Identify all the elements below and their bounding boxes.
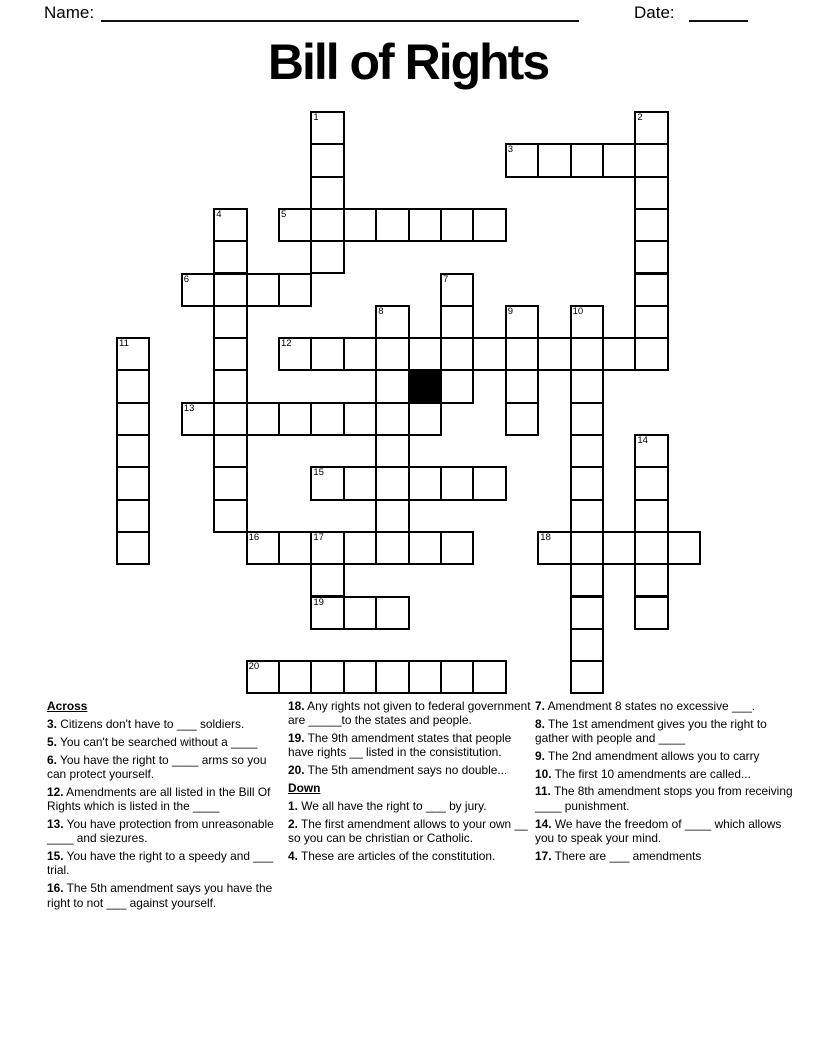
grid-cell[interactable] [278, 337, 312, 371]
grid-cell[interactable] [213, 369, 247, 403]
grid-cell[interactable] [634, 466, 668, 500]
grid-cell[interactable] [116, 402, 150, 436]
cell-number: 3 [507, 144, 514, 156]
grid-cell[interactable] [634, 499, 668, 533]
cell-number: 12 [281, 338, 292, 350]
grid-cell[interactable] [570, 143, 604, 177]
grid-cell[interactable] [213, 305, 247, 339]
grid-cell[interactable] [246, 273, 280, 307]
cell-number: 13 [183, 402, 195, 414]
grid-cell[interactable] [634, 531, 668, 565]
grid-cell[interactable] [505, 143, 539, 177]
grid-cell[interactable] [634, 111, 668, 145]
grid-cell[interactable] [408, 337, 442, 371]
grid-cell[interactable] [375, 369, 409, 403]
grid-cell[interactable] [310, 596, 344, 630]
grid-cell[interactable] [375, 531, 409, 565]
grid-cell[interactable] [440, 660, 474, 694]
clue-item: 15. You have the right to a speedy and ___ trial. [47, 849, 274, 878]
date-blank-line [689, 1, 748, 22]
grid-cell[interactable] [440, 369, 474, 403]
grid-cell[interactable] [634, 176, 668, 210]
grid-cell[interactable] [472, 660, 506, 694]
clue-item: 8. The 1st amendment gives you the right to gather with people and ____ [535, 716, 767, 746]
grid-cell[interactable] [116, 369, 150, 403]
grid-cell[interactable] [310, 111, 344, 145]
grid-cell[interactable] [570, 499, 604, 533]
grid-cell[interactable] [375, 499, 409, 533]
grid-cell[interactable] [634, 434, 668, 468]
grid-cell[interactable] [537, 143, 571, 177]
cell-number: 18 [540, 531, 551, 543]
grid-cell[interactable] [310, 143, 344, 177]
grid-cell[interactable] [310, 208, 344, 242]
grid-cell[interactable] [278, 208, 312, 242]
grid-cell[interactable] [634, 273, 668, 307]
grid-cell[interactable] [408, 531, 442, 565]
cell-number: 6 [183, 273, 190, 285]
grid-cell[interactable] [440, 531, 474, 565]
grid-cell[interactable] [116, 434, 150, 468]
grid-cell[interactable] [537, 337, 571, 371]
grid-cell[interactable] [667, 531, 701, 565]
grid-cell[interactable] [310, 402, 344, 436]
clue-item: 11. The 8th amendment stops you from receiving ____ punishment. [535, 784, 793, 813]
clue-item: 7. Amendment 8 states no excessive ___. [535, 699, 756, 713]
grid-cell[interactable] [570, 596, 604, 630]
grid-cell[interactable] [634, 208, 668, 242]
black-cell [408, 369, 442, 403]
grid-cell[interactable] [375, 434, 409, 468]
grid-cell[interactable] [310, 660, 344, 694]
clue-column-down [535, 699, 793, 866]
cell-number: 4 [216, 208, 222, 220]
grid-cell[interactable] [213, 273, 247, 307]
grid-cell[interactable] [570, 369, 604, 403]
grid-cell[interactable] [408, 208, 442, 242]
grid-cell[interactable] [246, 660, 280, 694]
name-blank-line [101, 1, 579, 22]
grid-cell[interactable] [310, 337, 344, 371]
grid-cell[interactable] [343, 466, 377, 500]
down-heading: Down [288, 780, 321, 795]
grid-cell[interactable] [537, 531, 571, 565]
clue-item: 3. Citizens don't have to ___ soldiers. [47, 717, 245, 732]
grid-cell[interactable] [343, 402, 377, 436]
cell-number: 17 [313, 531, 324, 543]
clue-item: 10. The first 10 amendments are called... [535, 766, 751, 781]
clue-item: 4. These are articles of the constitution. [288, 849, 496, 864]
grid-cell[interactable] [181, 402, 215, 436]
grid-cell[interactable] [634, 143, 668, 177]
date-label: Date: [634, 3, 675, 22]
grid-cell[interactable] [440, 337, 474, 371]
cell-number: 19 [313, 596, 324, 608]
grid-cell[interactable] [570, 660, 604, 694]
cell-number: 1 [313, 112, 319, 123]
grid-cell[interactable] [310, 466, 344, 500]
grid-cell[interactable] [213, 402, 247, 436]
cell-number: 15 [313, 467, 324, 479]
grid-cell[interactable] [375, 466, 409, 500]
cell-number: 16 [248, 531, 260, 543]
clue-item: 12. Amendments are all listed in the Bill Of Rights which is listed in the ____ [47, 784, 271, 814]
cell-number: 8 [378, 305, 384, 317]
grid-cell[interactable] [634, 337, 668, 371]
grid-cell[interactable] [505, 305, 539, 339]
grid-cell[interactable] [213, 208, 247, 242]
grid-cell[interactable] [440, 305, 474, 339]
grid-cell[interactable] [343, 531, 377, 565]
cell-number: 5 [281, 208, 287, 220]
grid-cell[interactable] [116, 531, 150, 565]
grid-cell[interactable] [213, 337, 247, 371]
grid-cell[interactable] [505, 337, 539, 371]
grid-cell[interactable] [375, 596, 409, 630]
grid-cell[interactable] [570, 531, 604, 565]
grid-cell[interactable] [570, 305, 604, 339]
clue-item: 2. The first amendment allows to your own __ so you can be christian or Catholic. [288, 817, 528, 846]
grid-cell[interactable] [505, 369, 539, 403]
grid-cell[interactable] [343, 596, 377, 630]
cell-number: 2 [637, 112, 643, 123]
grid-cell[interactable] [634, 563, 668, 597]
grid-cell[interactable] [634, 305, 668, 339]
grid-cell[interactable] [246, 402, 280, 436]
grid-cell[interactable] [213, 499, 247, 533]
grid-cell[interactable] [375, 305, 409, 339]
grid-cell[interactable] [505, 402, 539, 436]
grid-cell[interactable] [213, 434, 247, 468]
grid-cell[interactable] [375, 402, 409, 436]
grid-cell[interactable] [375, 208, 409, 242]
grid-cell[interactable] [310, 176, 344, 210]
clue-item: 14. We have the freedom of ____ which allows you to speak your mind. [535, 816, 782, 845]
grid-cell[interactable] [602, 143, 636, 177]
clue-item: 19. The 9th amendment states that people have rights __ listed in the consistitution. [288, 731, 512, 760]
cell-number: 20 [248, 661, 260, 673]
clue-column-middle [288, 699, 534, 867]
grid-cell[interactable] [570, 337, 604, 371]
clue-item: 20. The 5th amendment says no double... [288, 763, 508, 778]
clue-item: 1. We all have the right to ___ by jury. [288, 799, 487, 814]
grid-cell[interactable] [116, 499, 150, 533]
grid-cell[interactable] [472, 208, 506, 242]
grid-cell[interactable] [634, 596, 668, 630]
grid-cell[interactable] [278, 273, 312, 307]
grid-cell[interactable] [634, 240, 668, 274]
grid-cell[interactable] [440, 466, 474, 500]
cell-number: 10 [572, 305, 584, 317]
cell-number: 7 [443, 273, 449, 285]
grid-cell[interactable] [570, 628, 604, 662]
grid-cell[interactable] [472, 466, 506, 500]
grid-cell[interactable] [213, 466, 247, 500]
grid-cell[interactable] [278, 660, 312, 694]
grid-cell[interactable] [570, 402, 604, 436]
grid-cell[interactable] [310, 563, 344, 597]
grid-cell[interactable] [310, 531, 344, 565]
clue-item: 6. You have the right to ____ arms so you can protect yourself. [47, 752, 267, 782]
across-heading: Across [47, 699, 88, 713]
grid-cell[interactable] [278, 531, 312, 565]
grid-cell[interactable] [408, 660, 442, 694]
grid-cell[interactable] [570, 563, 604, 597]
clue-column-across [47, 699, 285, 913]
grid-cell[interactable] [213, 240, 247, 274]
clue-item: 13. You have protection from unreasonable ____ and siezures. [47, 817, 274, 846]
page-title: Bill of Rights [267, 34, 549, 90]
grid-cell[interactable] [408, 466, 442, 500]
grid-cell[interactable] [343, 208, 377, 242]
grid-cell[interactable] [278, 402, 312, 436]
grid-cell[interactable] [602, 337, 636, 371]
grid-cell[interactable] [181, 273, 215, 307]
grid-cell[interactable] [440, 208, 474, 242]
grid-cell[interactable] [116, 466, 150, 500]
grid-cell[interactable] [116, 337, 150, 371]
grid-cell[interactable] [570, 466, 604, 500]
name-label: Name: [44, 3, 95, 22]
cell-number: 11 [119, 338, 129, 350]
grid-cell[interactable] [375, 337, 409, 371]
clue-item: 9. The 2nd amendment allows you to carry [535, 748, 760, 763]
grid-cell[interactable] [472, 337, 506, 371]
grid-cell[interactable] [343, 660, 377, 694]
clue-item: 5. You can't be searched without a ____ [47, 735, 258, 750]
grid-cell[interactable] [408, 402, 442, 436]
grid-cell[interactable] [440, 273, 474, 307]
grid-cell[interactable] [246, 531, 280, 565]
cell-number: 14 [637, 435, 648, 446]
grid-cell[interactable] [602, 531, 636, 565]
clue-item: 16. The 5th amendment says you have the right to not ___ against yourself. [47, 881, 273, 910]
grid-cell[interactable] [343, 337, 377, 371]
cell-number: 9 [507, 305, 514, 317]
grid-cell[interactable] [375, 660, 409, 694]
grid-cell[interactable] [310, 240, 344, 274]
clue-item: 18. Any rights not given to federal government are _____to the states and people. [288, 699, 531, 728]
grid-cell[interactable] [570, 434, 604, 468]
clue-item: 17. There are ___ amendments [535, 848, 702, 863]
